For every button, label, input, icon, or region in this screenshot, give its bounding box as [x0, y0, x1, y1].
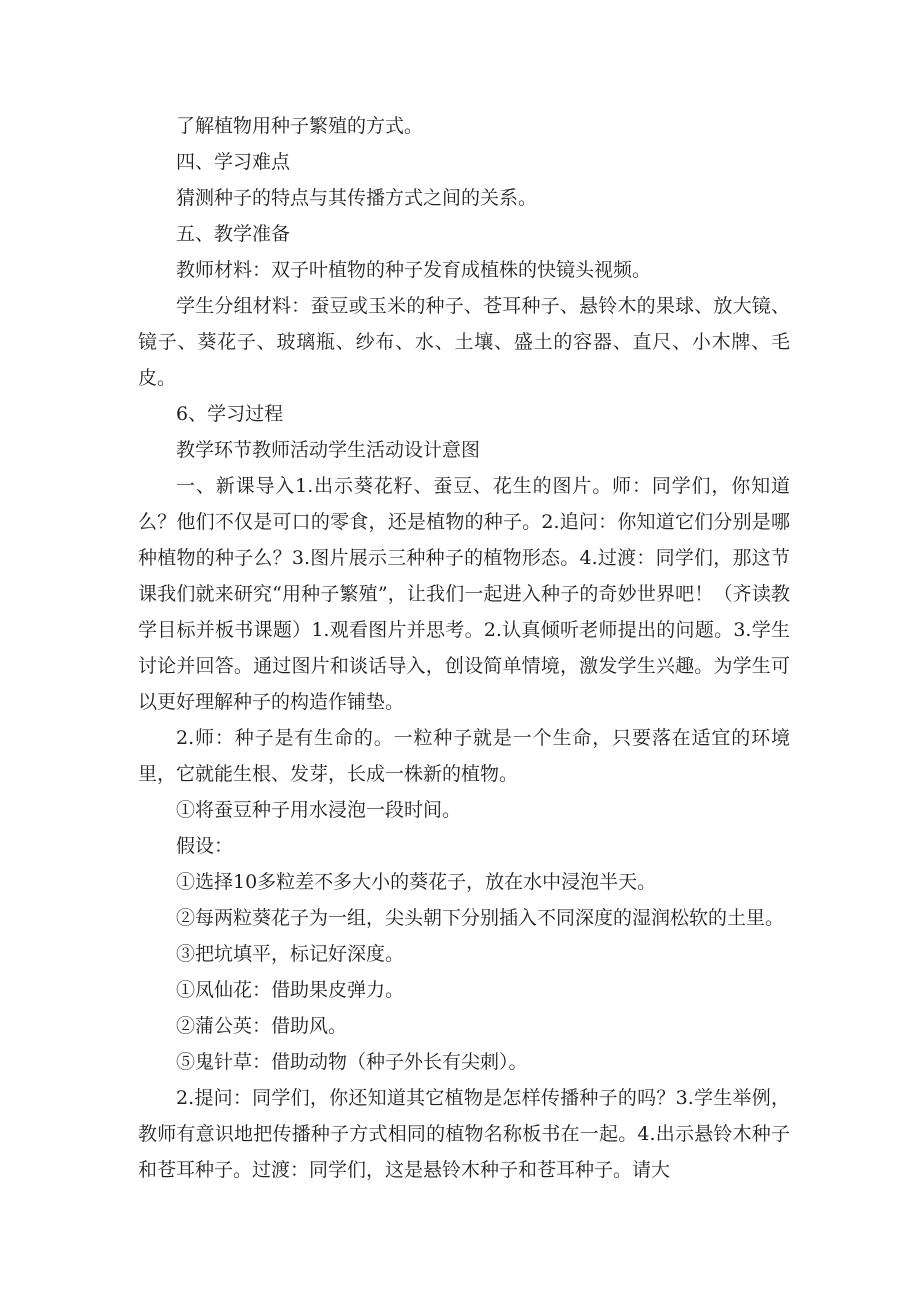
list-item-plant-seeds: ②每两粒葵花子为一组，尖头朝下分别插入不同深度的湿润松软的土里。 [176, 907, 785, 929]
list-item-impatiens: ①凤仙花：借助果皮弹力。 [176, 979, 405, 1001]
list-item-beggar-ticks: ⑤鬼针草：借助动物（种子外长有尖刺）。 [176, 1051, 528, 1073]
paragraph-table-header: 教学环节教师活动学生活动设计意图 [176, 439, 481, 461]
heading-learning-difficulty: 四、学习难点 [176, 151, 291, 173]
paragraph-hypothesis: 假设： [176, 835, 234, 857]
document-body [138, 108, 790, 1188]
heading-teaching-preparation: 五、教学准备 [176, 223, 291, 245]
paragraph-teacher-materials: 教师材料：双子叶植物的种子发育成植株的快镜头视频。 [176, 259, 652, 281]
list-item-soak-beans: ①将蚕豆种子用水浸泡一段时间。 [176, 799, 462, 821]
paragraph-student-materials: 学生分组材料：蚕豆或玉米的种子、苍耳种子、悬铃木的果球、放大镜、镜子、葵花子、玻璃瓶、纱布、水、土壤、盛土的容器、直尺、小木牌、毛皮。 [138, 295, 790, 389]
paragraph-lesson-intro: 一、新课导入1.出示葵花籽、蚕豆、花生的图片。师：同学们，你知道么？他们不仅是可口的零食，还是植物的种子。2.追问：你知道它们分别是哪种植物的种子么？3.图片展示三种种子的植物形态。4.过渡：同学们，那这节课我们就来研究“用种子繁殖”，让我们一起进入种子的奇妙世界吧！（齐读教学目标并板书课题）1.观看图片并思考。2.认真倾听老师提出的问题。3.学生讨论并回答。通过图片和谈话导入，创设简单情境，激发学生兴趣。为学生可以更好理解种子的构造作铺垫。 [138, 475, 790, 713]
paragraph-goal: 了解植物用种子繁殖的方式。 [176, 115, 424, 137]
heading-learning-process: 6、学习过程 [176, 403, 284, 425]
list-item-select-seeds: ①选择10多粒差不多大小的葵花子，放在水中浸泡半天。 [176, 871, 657, 893]
paragraph-difficulty: 猜测种子的特点与其传播方式之间的关系。 [176, 187, 538, 209]
list-item-dandelion: ②蒲公英：借助风。 [176, 1015, 348, 1037]
list-item-fill-holes: ③把坑填平，标记好深度。 [176, 943, 405, 965]
paragraph-question-dispersal: 2.提问：同学们，你还知道其它植物是怎样传播种子的吗？3.学生举例，教师有意识地把传播种子方式相同的植物名称板书在一起。4.出示悬铃木种子和苍耳种子。过渡：同学们，这是悬铃木种子和苍耳种子。请大 [138, 1087, 790, 1181]
paragraph-seed-life: 2.师：种子是有生命的。一粒种子就是一个生命，只要落在适宜的环境里，它就能生根、发芽，长成一株新的植物。 [138, 727, 790, 785]
